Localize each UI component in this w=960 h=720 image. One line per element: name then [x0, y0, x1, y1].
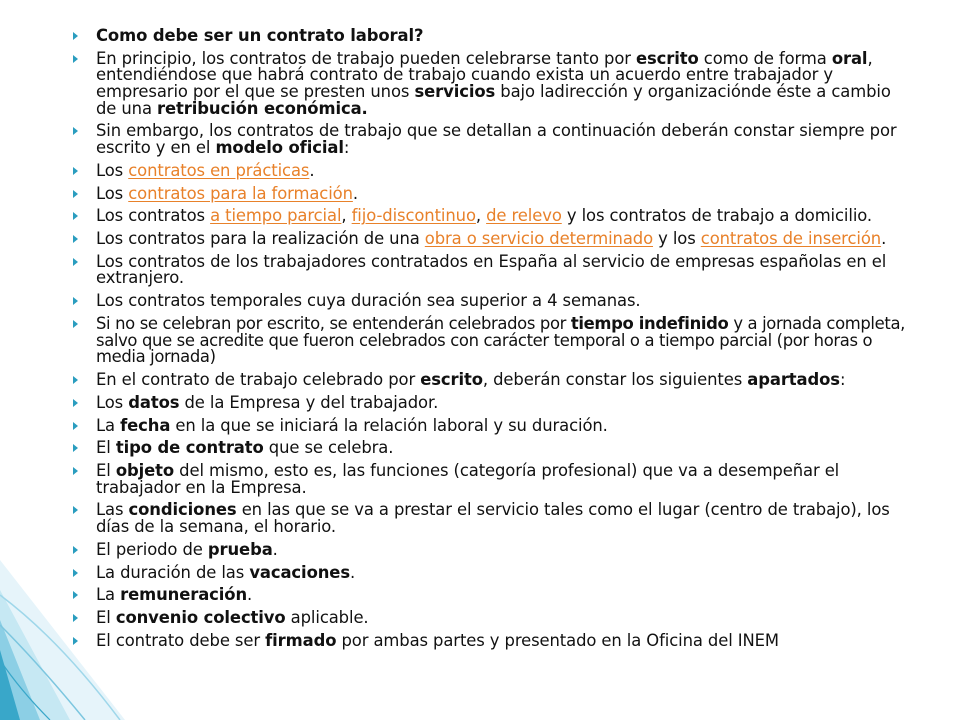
text-segment: y los: [653, 229, 701, 249]
text-segment: en la que se iniciará la relación laboral y su duración.: [170, 415, 608, 435]
list-item-text: [96, 587, 910, 604]
bold-text: modelo oficial: [215, 137, 344, 157]
contract-link[interactable]: contratos en prácticas: [128, 160, 310, 180]
contract-link[interactable]: contratos de inserción: [700, 229, 882, 249]
triangle-bullet-icon: [73, 444, 78, 452]
bold-text: fecha: [120, 415, 171, 435]
text-segment: ,: [475, 206, 487, 226]
list-item: [70, 293, 910, 310]
list-item-text: [96, 630, 910, 650]
text-segment: :: [839, 369, 846, 389]
text-segment: .: [349, 562, 356, 582]
bold-text: escrito: [636, 48, 699, 68]
text-segment: La: [96, 415, 121, 435]
bold-text: convenio colectivo: [115, 608, 286, 628]
list-item-text: [96, 463, 910, 496]
bold-text: retribución económica.: [157, 98, 368, 118]
bold-text: apartados: [747, 369, 840, 389]
text-segment: Los contratos: [96, 206, 211, 226]
text-segment: .: [881, 229, 887, 249]
text-segment: Los: [96, 160, 129, 180]
text-segment: El periodo de: [96, 539, 208, 559]
triangle-bullet-icon: [73, 320, 78, 328]
triangle-bullet-icon: [73, 506, 78, 514]
bold-text: prueba: [207, 539, 273, 559]
text-segment: En principio, los contratos de trabajo pueden celebrarse tanto por: [96, 48, 636, 68]
triangle-bullet-icon: [73, 212, 78, 220]
list-item-text: [96, 251, 910, 288]
list-item: [70, 316, 910, 366]
text-segment: La duración de las: [96, 562, 250, 582]
text-segment: del mismo, esto es, las funciones (categoría profesional) que va a desempeñar el trabajador en la Empresa.: [96, 461, 840, 497]
text-segment: El: [96, 438, 116, 458]
text-segment: Los: [96, 392, 129, 412]
text-segment: bajo ladirección y organizaciónde éste a cambio de una: [96, 81, 891, 118]
list-item: [70, 231, 910, 248]
list-item: [70, 539, 910, 559]
list-item: [70, 183, 910, 203]
list-item: [70, 463, 910, 496]
triangle-bullet-icon: [73, 55, 78, 63]
text-segment: Los: [96, 183, 129, 203]
bold-text: remuneración: [120, 585, 248, 605]
bold-text: tiempo indefinido: [570, 314, 729, 333]
list-item: [70, 562, 910, 582]
list-item: [70, 630, 910, 650]
bullet-list: [70, 28, 910, 656]
bold-text: firmado: [265, 630, 337, 650]
list-item-text: [96, 610, 910, 627]
bold-text: escrito: [420, 369, 483, 389]
triangle-bullet-icon: [73, 614, 78, 622]
list-item-text: [96, 208, 910, 225]
bold-text: oral: [831, 48, 868, 68]
list-item: [70, 610, 910, 627]
text-segment: .: [247, 585, 253, 605]
list-item-text: [96, 415, 910, 435]
list-item-text: [96, 123, 910, 156]
text-segment: en las que se va a prestar el servicio tales como el lugar (centro de trabajo), los días de la semana, el horario.: [96, 500, 890, 537]
bold-text: vacaciones: [249, 562, 350, 582]
list-item-text: [96, 392, 910, 412]
list-item-text: [96, 316, 910, 366]
text-segment: .: [352, 183, 358, 203]
text-segment: por ambas partes y presentado en la Oficina del INEM: [336, 630, 779, 650]
text-segment: El contrato debe ser: [96, 630, 266, 650]
text-segment: ,: [341, 206, 352, 226]
list-item-text: [96, 160, 910, 180]
triangle-bullet-icon: [73, 167, 78, 175]
bold-text: datos: [128, 392, 180, 412]
bold-text: condiciones: [128, 500, 237, 520]
list-item: [70, 28, 910, 45]
text-segment: La: [96, 585, 121, 605]
text-segment: .: [309, 160, 315, 180]
text-segment: que se celebra.: [263, 438, 394, 458]
list-item: [70, 502, 910, 535]
triangle-bullet-icon: [73, 422, 78, 430]
list-item: [70, 415, 910, 435]
triangle-bullet-icon: [73, 376, 78, 384]
list-item-text: [96, 231, 910, 248]
list-item-text: [96, 183, 910, 203]
text-segment: y los contratos de trabajo a domicilio.: [561, 206, 873, 226]
list-item: [70, 160, 910, 180]
list-item-text: [96, 28, 910, 45]
list-item: [70, 48, 910, 118]
text-segment: Sin embargo, los contratos de trabajo que se detallan a continuación deberán constar siempre por escrito y en el: [96, 121, 897, 157]
triangle-bullet-icon: [73, 258, 78, 266]
list-item: [70, 123, 910, 156]
text-segment: , entendiéndose que habrá contrato de trabajo cuando exista un acuerdo entre trabajador y empresario por el que se presten unos: [96, 48, 873, 101]
text-segment: :: [343, 137, 350, 157]
text-segment: aplicable.: [285, 608, 369, 628]
list-item: [70, 251, 910, 288]
contract-link[interactable]: obra o servicio determinado: [424, 229, 654, 249]
text-segment: El: [96, 608, 116, 628]
list-item-text: [96, 48, 910, 118]
bold-text: tipo de contrato: [115, 438, 264, 458]
text-segment: Los contratos temporales cuya duración sea superior a 4 semanas.: [96, 291, 641, 311]
list-item: [70, 208, 910, 225]
list-item-text: [96, 562, 910, 582]
list-item-text: [96, 440, 910, 457]
text-segment: Los contratos para la realización de una: [96, 229, 425, 249]
triangle-bullet-icon: [73, 399, 78, 407]
text-segment: .: [272, 539, 278, 559]
triangle-bullet-icon: [73, 467, 78, 475]
triangle-bullet-icon: [73, 637, 78, 645]
text-segment: , deberán constar los siguientes: [482, 369, 748, 389]
list-item-text: [96, 369, 910, 389]
list-item: [70, 440, 910, 457]
bold-text: servicios: [414, 81, 496, 101]
contract-link[interactable]: contratos para la formación: [128, 183, 353, 203]
list-item: [70, 587, 910, 604]
list-item-text: [96, 539, 910, 559]
triangle-bullet-icon: [73, 569, 78, 577]
contract-link[interactable]: de relevo: [486, 206, 562, 226]
triangle-bullet-icon: [73, 190, 78, 198]
triangle-bullet-icon: [73, 32, 78, 40]
contract-link[interactable]: a tiempo parcial: [210, 206, 342, 226]
text-segment: Si no se celebran por escrito, se entenderán celebrados por: [96, 314, 571, 333]
bold-text: objeto: [115, 461, 175, 481]
triangle-bullet-icon: [73, 235, 78, 243]
triangle-bullet-icon: [73, 297, 78, 305]
text-segment: Los contratos de los trabajadores contratados en España al servicio de empresas españolas en el extranjero.: [96, 251, 887, 288]
text-segment: El: [96, 461, 116, 481]
bold-text: Como debe ser un contrato laboral?: [96, 26, 424, 45]
text-segment: como de forma: [698, 48, 832, 68]
list-item: [70, 392, 910, 412]
triangle-bullet-icon: [73, 546, 78, 554]
list-item-text: [96, 502, 910, 535]
text-segment: Las: [96, 500, 129, 520]
text-segment: de la Empresa y del trabajador.: [179, 392, 439, 412]
text-segment: En el contrato de trabajo celebrado por: [96, 369, 421, 389]
list-item-text: [96, 293, 910, 310]
triangle-bullet-icon: [73, 127, 78, 135]
list-item: [70, 369, 910, 389]
contract-link[interactable]: fijo-discontinuo: [351, 206, 476, 226]
text-segment: y a jornada completa, salvo que se acredite que fueron celebrados con carácter temporal o a tiempo parcial (por horas o media jornada): [96, 314, 905, 367]
triangle-bullet-icon: [73, 591, 78, 599]
